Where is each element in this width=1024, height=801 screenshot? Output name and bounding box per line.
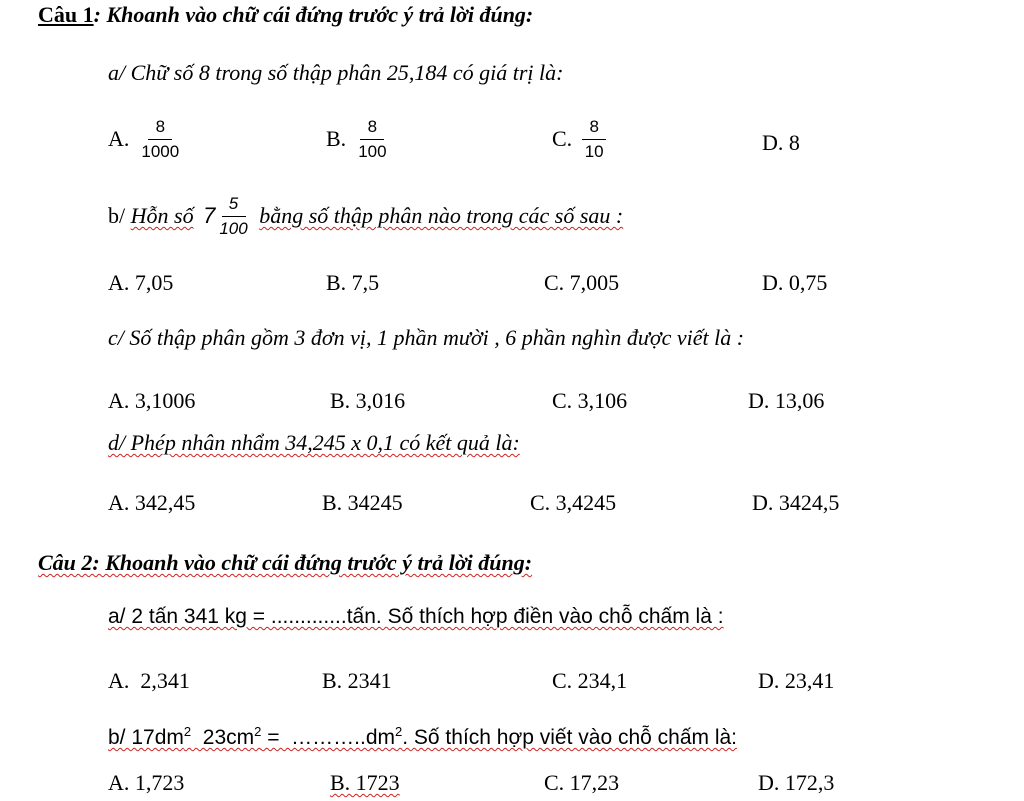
fraction: $\frac{5}{100}$: [219, 194, 248, 238]
q1a-option-d[interactable]: D. 8: [762, 130, 800, 155]
q1d-option-c[interactable]: C. 3,4245: [530, 490, 617, 515]
q1d-option-b[interactable]: B. 34245: [322, 490, 403, 515]
q1b-option-b[interactable]: B. 7,5: [326, 270, 380, 295]
fraction: $\frac{8}{10}$: [582, 117, 606, 161]
q1b-option-a[interactable]: A. 7,05: [108, 270, 174, 295]
q1c-option-c[interactable]: C. 3,106: [552, 388, 628, 413]
q1b-option-d[interactable]: D. 0,75: [762, 270, 828, 295]
q1a-option-a[interactable]: A. $\frac{8}{1000}$: [108, 117, 180, 161]
fraction: $\frac{8}{1000}$: [141, 117, 180, 161]
q1d-prompt: d/ Phép nhân nhẩm 34,245 x 0,1 có kết quả là:: [108, 430, 520, 455]
q2a-option-a[interactable]: A. 2,341: [108, 668, 190, 693]
q1d-option-a[interactable]: A. 342,45: [108, 490, 196, 515]
question-1-title: : Khoanh vào chữ cái đứng trước ý trả lời đúng:: [93, 2, 534, 27]
q2a-prompt: a/ 2 tấn 341 kg = .............tấn. Số thích hợp điền vào chỗ chấm là :: [108, 605, 724, 628]
q2b-option-d[interactable]: D. 172,3: [758, 770, 835, 795]
q1a-prompt: a/ Chữ số 8 trong số thập phân 25,184 có giá trị là:: [108, 60, 564, 85]
question-2-heading: Câu 2: Khoanh vào chữ cái đứng trước ý trả lời đúng:: [38, 550, 533, 575]
question-1-heading: [38, 2, 533, 28]
q1a-option-c[interactable]: C. $\frac{8}{10}$: [552, 117, 606, 161]
q1c-option-a[interactable]: A. 3,1006: [108, 388, 196, 413]
q2a-option-d[interactable]: D. 23,41: [758, 668, 835, 693]
q2b-option-b[interactable]: B. 1723: [330, 770, 400, 795]
q2a-option-b[interactable]: B. 2341: [322, 668, 392, 693]
q2b-option-c[interactable]: C. 17,23: [544, 770, 620, 795]
q1b-option-c[interactable]: C. 7,005: [544, 270, 620, 295]
fraction: $\frac{8}{100}$: [358, 117, 387, 161]
q1c-option-d[interactable]: D. 13,06: [748, 388, 825, 413]
q1a-option-b[interactable]: B. $\frac{8}{100}$: [326, 117, 387, 161]
q2b-prompt: b/ $17dm^2$ $23cm^2$ = $\dots\dots\dots..dm^2$. Số thích hợp viết vào chỗ chấm là:: [108, 724, 738, 749]
q2a-option-c[interactable]: C. 234,1: [552, 668, 628, 693]
q2b-option-a[interactable]: A. 1,723: [108, 770, 185, 795]
q1c-option-b[interactable]: B. 3,016: [330, 388, 406, 413]
q1d-option-d[interactable]: D. 3424,5: [752, 490, 840, 515]
question-1-label: Câu 1: [38, 2, 94, 27]
q1b-prompt: b/ Hỗn số 7 $\frac{5}{100}$ bằng số thập phân nào trong các số sau :: [108, 194, 624, 238]
q1c-prompt: c/ Số thập phân gồm 3 đơn vị, 1 phần mười , 6 phần nghìn được viết là :: [108, 325, 745, 350]
